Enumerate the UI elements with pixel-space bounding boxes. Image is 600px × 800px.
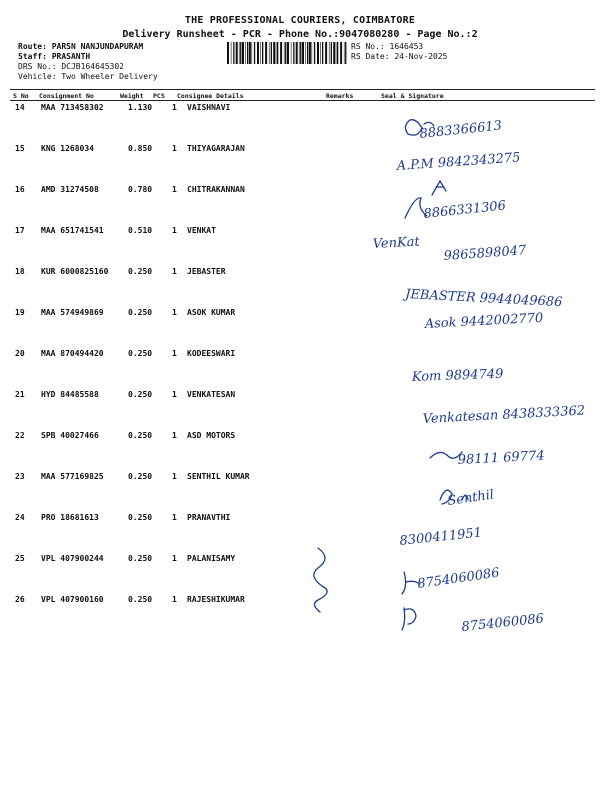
row-pcs: 1 <box>172 390 177 399</box>
row-consignment-no: KNG 1268034 <box>41 144 94 153</box>
row-weight: 0.780 <box>128 185 153 194</box>
row-weight: 1.130 <box>128 103 153 112</box>
row-sno: 19 <box>15 308 25 317</box>
row-consignment-no: VPL 407900244 <box>41 554 104 563</box>
row-consignee-name: SENTHIL KUMAR <box>187 472 250 481</box>
col-sno: S No <box>13 92 29 100</box>
row-consignment-no: PRO 18681613 <box>41 513 99 522</box>
row-sno: 15 <box>15 144 25 153</box>
col-seal-signature: Seal & Signature <box>381 92 444 100</box>
runsheet-subtitle: Delivery Runsheet - PCR - Phone No.:9047080280 - Page No.:2 <box>122 29 478 40</box>
table-row <box>0 102 600 143</box>
row-pcs: 1 <box>172 472 177 481</box>
handwritten-note: 8300411951 <box>398 525 483 549</box>
row-pcs: 1 <box>172 226 177 235</box>
row-sno: 20 <box>15 349 25 358</box>
row-pcs: 1 <box>172 431 177 440</box>
row-consignee-name: THIYAGARAJAN <box>187 144 245 153</box>
handwritten-note: 9865898047 <box>443 243 527 264</box>
row-sno: 26 <box>15 595 25 604</box>
row-pcs: 1 <box>172 267 177 276</box>
row-consignee-name: VAISHNAVI <box>187 103 231 112</box>
company-title: THE PROFESSIONAL COURIERS, COIMBATORE <box>184 15 416 26</box>
runsheet-meta-left <box>18 42 158 82</box>
table-row <box>0 594 600 635</box>
handwritten-note: 8866331306 <box>422 198 507 222</box>
table-row <box>0 512 600 553</box>
row-weight: 0.850 <box>128 144 153 153</box>
handwritten-note: JEBASTER 9944049686 <box>404 287 563 311</box>
row-consignment-no: VPL 407900160 <box>41 595 104 604</box>
handwritten-note: Venkatesan 8438333362 <box>422 403 586 427</box>
table-row <box>0 471 600 512</box>
staff-label: Staff: PRASANTH <box>18 52 91 61</box>
row-consignee-name: VENKATESAN <box>187 390 236 399</box>
handwritten-note: 8754060086 <box>416 565 501 592</box>
row-weight: 0.250 <box>128 267 153 276</box>
row-consignee-name: KODEESWARI <box>187 349 236 358</box>
route-label: Route: PARSN NANJUNDAPURAM <box>18 42 144 51</box>
row-weight: 0.250 <box>128 308 153 317</box>
handwritten-note: Senthil <box>446 487 495 509</box>
row-sno: 16 <box>15 185 25 194</box>
col-remarks: Remarks <box>326 92 354 100</box>
row-consignment-no: MAA 713458302 <box>41 103 104 112</box>
handwritten-note: 98111 69774 <box>457 448 545 468</box>
table-header <box>10 89 595 101</box>
row-weight: 0.510 <box>128 226 153 235</box>
row-pcs: 1 <box>172 308 177 317</box>
row-sno: 17 <box>15 226 25 235</box>
table-row <box>0 225 600 266</box>
rs-number: RS No.: 1646453 <box>351 42 424 51</box>
table-row <box>0 307 600 348</box>
row-consignee-name: RAJESHIKUMAR <box>187 595 245 604</box>
row-weight: 0.250 <box>128 513 153 522</box>
row-weight: 0.250 <box>128 554 153 563</box>
table-row <box>0 143 600 184</box>
row-consignee-name: ASOK KUMAR <box>187 308 236 317</box>
table-row <box>0 389 600 430</box>
handwritten-note: A.P.M 9842343275 <box>396 150 521 174</box>
table-row <box>0 430 600 471</box>
row-consignment-no: KUR 6000825160 <box>41 267 109 276</box>
row-weight: 0.250 <box>128 595 153 604</box>
handwritten-note: VenKat <box>372 234 421 252</box>
row-weight: 0.250 <box>128 431 153 440</box>
row-pcs: 1 <box>172 349 177 358</box>
col-consignment: Consignment No <box>39 92 94 100</box>
handwritten-note: Kom 9894749 <box>411 366 504 385</box>
row-consignment-no: MAA 870494420 <box>41 349 104 358</box>
row-sno: 21 <box>15 390 25 399</box>
table-row <box>0 184 600 225</box>
row-consignment-no: MAA 574949869 <box>41 308 104 317</box>
row-sno: 25 <box>15 554 25 563</box>
row-consignee-name: JEBASTER <box>187 267 226 276</box>
row-sno: 22 <box>15 431 25 440</box>
row-consignment-no: AMD 31274508 <box>41 185 99 194</box>
row-pcs: 1 <box>172 595 177 604</box>
row-consignee-name: CHITRAKANNAN <box>187 185 245 194</box>
row-weight: 0.250 <box>128 349 153 358</box>
row-consignment-no: MAA 651741541 <box>41 226 104 235</box>
row-weight: 0.250 <box>128 390 153 399</box>
row-sno: 23 <box>15 472 25 481</box>
row-pcs: 1 <box>172 103 177 112</box>
row-consignee-name: ASD MOTORS <box>187 431 236 440</box>
row-sno: 18 <box>15 267 25 276</box>
barcode-image <box>227 42 347 64</box>
col-pcs: PCS <box>153 92 165 100</box>
row-weight: 0.250 <box>128 472 153 481</box>
row-consignment-no: SPB 40027466 <box>41 431 99 440</box>
rs-date: RS Date: 24-Nov-2025 <box>351 52 448 61</box>
document-header <box>0 14 600 41</box>
vehicle-label: Vehicle: Two Wheeler Delivery <box>18 72 158 81</box>
row-consignment-no: MAA 577169825 <box>41 472 104 481</box>
col-weight: Weight <box>120 92 144 100</box>
row-pcs: 1 <box>172 554 177 563</box>
row-consignee-name: PALANISAMY <box>187 554 236 563</box>
row-consignee-name: PRANAVTHI <box>187 513 231 522</box>
handwritten-note: 8754060086 <box>460 611 545 635</box>
handwritten-note: 8883366613 <box>418 118 503 142</box>
table-row <box>0 266 600 307</box>
row-consignee-name: VENKAT <box>187 226 216 235</box>
row-pcs: 1 <box>172 513 177 522</box>
drs-number: DRS No.: DCJB164645302 <box>18 62 124 71</box>
row-pcs: 1 <box>172 144 177 153</box>
row-consignment-no: HYD 84485588 <box>41 390 99 399</box>
col-consignee: Consignee Details <box>177 92 244 100</box>
row-sno: 24 <box>15 513 25 522</box>
runsheet-meta-right <box>351 42 447 62</box>
table-row <box>0 348 600 389</box>
table-row <box>0 553 600 594</box>
row-pcs: 1 <box>172 185 177 194</box>
handwritten-note: Asok 9442002770 <box>424 310 544 332</box>
row-sno: 14 <box>15 103 25 112</box>
